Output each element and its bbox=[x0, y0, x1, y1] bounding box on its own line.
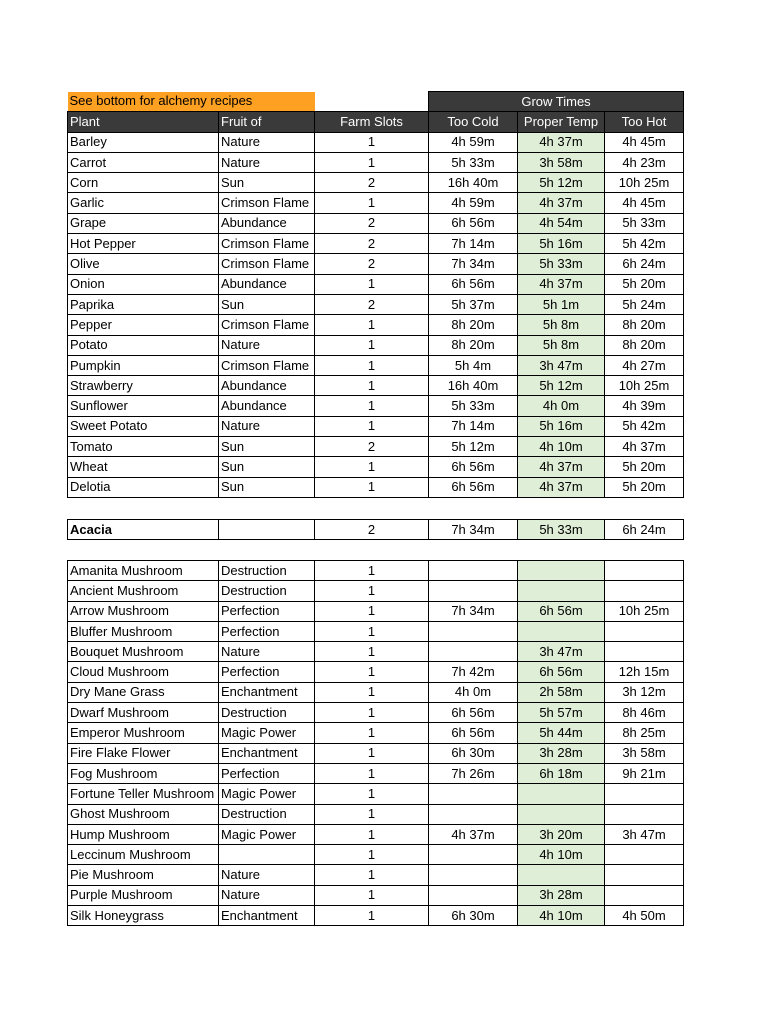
plant-name: Dwarf Mushroom bbox=[68, 703, 219, 723]
table-row bbox=[68, 132, 684, 152]
fruit-of bbox=[219, 845, 315, 865]
table-row bbox=[68, 581, 684, 601]
too-hot: 4h 50m bbox=[605, 906, 684, 926]
too-cold: 5h 12m bbox=[429, 437, 518, 457]
too-hot: 5h 20m bbox=[605, 274, 684, 294]
col-proper-temp: Proper Temp bbox=[518, 112, 605, 132]
plant-name: Pie Mushroom bbox=[68, 865, 219, 885]
table-row bbox=[68, 152, 684, 172]
proper-temp bbox=[518, 804, 605, 824]
too-cold: 7h 34m bbox=[429, 520, 518, 540]
table-row bbox=[68, 662, 684, 682]
plant-name: Bouquet Mushroom bbox=[68, 642, 219, 662]
fruit-of: Nature bbox=[219, 335, 315, 355]
farm-slots: 1 bbox=[315, 477, 429, 497]
too-cold: 6h 56m bbox=[429, 213, 518, 233]
mushrooms-table bbox=[67, 560, 684, 926]
too-cold: 6h 56m bbox=[429, 457, 518, 477]
too-cold: 7h 34m bbox=[429, 601, 518, 621]
table-row bbox=[68, 561, 684, 581]
grow-times-header: Grow Times bbox=[429, 92, 684, 112]
farm-slots: 1 bbox=[315, 804, 429, 824]
proper-temp bbox=[518, 784, 605, 804]
plant-name: Emperor Mushroom bbox=[68, 723, 219, 743]
col-plant: Plant bbox=[68, 112, 219, 132]
farm-slots: 1 bbox=[315, 906, 429, 926]
plant-name: Pepper bbox=[68, 315, 219, 335]
fruit-of: Sun bbox=[219, 477, 315, 497]
plant-name: Bluffer Mushroom bbox=[68, 621, 219, 641]
table-row bbox=[68, 520, 684, 540]
tree-table bbox=[67, 519, 684, 540]
table-row bbox=[68, 416, 684, 436]
fruit-of: Nature bbox=[219, 642, 315, 662]
proper-temp: 4h 37m bbox=[518, 132, 605, 152]
plant-name: Wheat bbox=[68, 457, 219, 477]
table-row bbox=[68, 376, 684, 396]
farm-slots: 1 bbox=[315, 335, 429, 355]
too-cold: 4h 37m bbox=[429, 824, 518, 844]
fruit-of: Abundance bbox=[219, 274, 315, 294]
proper-temp: 4h 37m bbox=[518, 274, 605, 294]
proper-temp: 6h 18m bbox=[518, 763, 605, 783]
too-cold: 7h 26m bbox=[429, 763, 518, 783]
too-cold bbox=[429, 561, 518, 581]
too-hot: 5h 42m bbox=[605, 234, 684, 254]
proper-temp bbox=[518, 581, 605, 601]
fruit-of: Abundance bbox=[219, 213, 315, 233]
proper-temp bbox=[518, 865, 605, 885]
table-row bbox=[68, 193, 684, 213]
too-cold bbox=[429, 642, 518, 662]
proper-temp: 4h 37m bbox=[518, 457, 605, 477]
plant-name: Paprika bbox=[68, 294, 219, 314]
fruit-of: Nature bbox=[219, 152, 315, 172]
farm-slots: 1 bbox=[315, 885, 429, 905]
table-row bbox=[68, 743, 684, 763]
fruit-of: Enchantment bbox=[219, 743, 315, 763]
too-cold: 7h 14m bbox=[429, 234, 518, 254]
too-cold: 8h 20m bbox=[429, 315, 518, 335]
plant-name: Pumpkin bbox=[68, 355, 219, 375]
plant-name: Acacia bbox=[68, 520, 219, 540]
proper-temp: 3h 47m bbox=[518, 355, 605, 375]
col-farm-slots: Farm Slots bbox=[315, 112, 429, 132]
too-hot: 4h 37m bbox=[605, 437, 684, 457]
fruit-of: Crimson Flame bbox=[219, 355, 315, 375]
too-cold bbox=[429, 845, 518, 865]
too-hot: 3h 47m bbox=[605, 824, 684, 844]
farm-slots: 1 bbox=[315, 662, 429, 682]
too-cold bbox=[429, 885, 518, 905]
too-hot: 10h 25m bbox=[605, 601, 684, 621]
plant-name: Ghost Mushroom bbox=[68, 804, 219, 824]
too-hot: 4h 39m bbox=[605, 396, 684, 416]
table-row bbox=[68, 642, 684, 662]
fruit-of: Sun bbox=[219, 457, 315, 477]
farm-slots: 1 bbox=[315, 601, 429, 621]
plant-name: Dry Mane Grass bbox=[68, 682, 219, 702]
proper-temp: 5h 12m bbox=[518, 376, 605, 396]
farm-slots: 2 bbox=[315, 294, 429, 314]
proper-temp: 4h 0m bbox=[518, 396, 605, 416]
plant-name: Amanita Mushroom bbox=[68, 561, 219, 581]
table-row bbox=[68, 703, 684, 723]
table-row bbox=[68, 437, 684, 457]
too-hot: 10h 25m bbox=[605, 376, 684, 396]
farm-slots: 1 bbox=[315, 824, 429, 844]
fruit-of: Crimson Flame bbox=[219, 254, 315, 274]
too-cold bbox=[429, 581, 518, 601]
plant-name: Carrot bbox=[68, 152, 219, 172]
table-row bbox=[68, 477, 684, 497]
farm-slots: 1 bbox=[315, 132, 429, 152]
too-hot bbox=[605, 865, 684, 885]
too-hot: 4h 27m bbox=[605, 355, 684, 375]
farm-slots: 1 bbox=[315, 845, 429, 865]
too-hot bbox=[605, 885, 684, 905]
proper-temp: 5h 44m bbox=[518, 723, 605, 743]
plant-name: Barley bbox=[68, 132, 219, 152]
table-row bbox=[68, 723, 684, 743]
too-hot: 8h 46m bbox=[605, 703, 684, 723]
plant-name: Leccinum Mushroom bbox=[68, 845, 219, 865]
too-hot: 9h 21m bbox=[605, 763, 684, 783]
proper-temp: 4h 37m bbox=[518, 477, 605, 497]
farm-slots: 1 bbox=[315, 743, 429, 763]
too-hot: 8h 20m bbox=[605, 335, 684, 355]
too-cold: 16h 40m bbox=[429, 173, 518, 193]
farm-slots: 1 bbox=[315, 396, 429, 416]
too-hot: 5h 24m bbox=[605, 294, 684, 314]
too-hot: 6h 24m bbox=[605, 520, 684, 540]
plant-name: Fortune Teller Mushroom bbox=[68, 784, 219, 804]
farm-slots: 1 bbox=[315, 865, 429, 885]
farm-slots: 1 bbox=[315, 457, 429, 477]
proper-temp: 3h 28m bbox=[518, 885, 605, 905]
too-cold bbox=[429, 865, 518, 885]
proper-temp: 5h 33m bbox=[518, 254, 605, 274]
plant-name: Hump Mushroom bbox=[68, 824, 219, 844]
proper-temp: 5h 1m bbox=[518, 294, 605, 314]
farm-slots: 2 bbox=[315, 173, 429, 193]
too-cold: 4h 0m bbox=[429, 682, 518, 702]
fruit-of: Destruction bbox=[219, 804, 315, 824]
table-row bbox=[68, 274, 684, 294]
col-too-cold: Too Cold bbox=[429, 112, 518, 132]
too-cold: 6h 56m bbox=[429, 703, 518, 723]
table-row bbox=[68, 824, 684, 844]
farm-slots: 1 bbox=[315, 642, 429, 662]
too-hot: 12h 15m bbox=[605, 662, 684, 682]
fruit-of: Enchantment bbox=[219, 682, 315, 702]
too-cold: 6h 56m bbox=[429, 723, 518, 743]
too-cold: 5h 33m bbox=[429, 396, 518, 416]
too-hot: 10h 25m bbox=[605, 173, 684, 193]
table-row bbox=[68, 294, 684, 314]
proper-temp: 4h 54m bbox=[518, 213, 605, 233]
fruit-of: Magic Power bbox=[219, 824, 315, 844]
table-row bbox=[68, 682, 684, 702]
plant-name: Strawberry bbox=[68, 376, 219, 396]
proper-temp: 4h 37m bbox=[518, 193, 605, 213]
table-row bbox=[68, 457, 684, 477]
table-row bbox=[68, 621, 684, 641]
proper-temp: 6h 56m bbox=[518, 601, 605, 621]
table-row bbox=[68, 865, 684, 885]
too-hot bbox=[605, 642, 684, 662]
fruit-of: Perfection bbox=[219, 662, 315, 682]
fruit-of: Nature bbox=[219, 885, 315, 905]
too-hot: 8h 25m bbox=[605, 723, 684, 743]
proper-temp: 6h 56m bbox=[518, 662, 605, 682]
too-cold: 4h 59m bbox=[429, 193, 518, 213]
too-cold bbox=[429, 804, 518, 824]
plant-name: Hot Pepper bbox=[68, 234, 219, 254]
proper-temp: 4h 10m bbox=[518, 845, 605, 865]
too-hot: 4h 45m bbox=[605, 193, 684, 213]
table-row bbox=[68, 335, 684, 355]
plant-name: Sunflower bbox=[68, 396, 219, 416]
proper-temp: 5h 12m bbox=[518, 173, 605, 193]
fruit-of: Perfection bbox=[219, 601, 315, 621]
fruit-of: Crimson Flame bbox=[219, 315, 315, 335]
plant-name: Onion bbox=[68, 274, 219, 294]
farm-slots: 2 bbox=[315, 520, 429, 540]
plant-name: Garlic bbox=[68, 193, 219, 213]
farm-slots: 1 bbox=[315, 561, 429, 581]
too-hot: 4h 23m bbox=[605, 152, 684, 172]
farm-slots: 1 bbox=[315, 581, 429, 601]
plant-name: Cloud Mushroom bbox=[68, 662, 219, 682]
farm-slots: 1 bbox=[315, 274, 429, 294]
fruit-of: Magic Power bbox=[219, 784, 315, 804]
table-row bbox=[68, 763, 684, 783]
too-cold: 4h 59m bbox=[429, 132, 518, 152]
farm-slots: 1 bbox=[315, 376, 429, 396]
farm-slots: 2 bbox=[315, 254, 429, 274]
col-fruit: Fruit of bbox=[219, 112, 315, 132]
fruit-of: Nature bbox=[219, 132, 315, 152]
table-row bbox=[68, 396, 684, 416]
farm-slots: 1 bbox=[315, 621, 429, 641]
col-too-hot: Too Hot bbox=[605, 112, 684, 132]
proper-temp: 5h 16m bbox=[518, 416, 605, 436]
proper-temp: 3h 20m bbox=[518, 824, 605, 844]
too-hot bbox=[605, 784, 684, 804]
too-cold bbox=[429, 621, 518, 641]
too-hot: 5h 42m bbox=[605, 416, 684, 436]
proper-temp: 5h 8m bbox=[518, 315, 605, 335]
too-cold bbox=[429, 784, 518, 804]
alchemy-note: See bottom for alchemy recipes bbox=[68, 92, 315, 112]
farm-slots: 1 bbox=[315, 152, 429, 172]
farm-slots: 2 bbox=[315, 213, 429, 233]
farm-slots: 1 bbox=[315, 703, 429, 723]
table-row bbox=[68, 234, 684, 254]
table-row bbox=[68, 173, 684, 193]
too-hot: 6h 24m bbox=[605, 254, 684, 274]
proper-temp bbox=[518, 561, 605, 581]
crops-table bbox=[67, 91, 684, 498]
plant-name: Fog Mushroom bbox=[68, 763, 219, 783]
fruit-of: Abundance bbox=[219, 376, 315, 396]
too-cold: 7h 14m bbox=[429, 416, 518, 436]
plant-name: Delotia bbox=[68, 477, 219, 497]
table-row bbox=[68, 784, 684, 804]
fruit-of: Enchantment bbox=[219, 906, 315, 926]
fruit-of: Abundance bbox=[219, 396, 315, 416]
farm-slots: 2 bbox=[315, 234, 429, 254]
too-cold: 16h 40m bbox=[429, 376, 518, 396]
plant-name: Corn bbox=[68, 173, 219, 193]
plant-name: Grape bbox=[68, 213, 219, 233]
too-cold: 6h 56m bbox=[429, 274, 518, 294]
fruit-of: Nature bbox=[219, 416, 315, 436]
farm-slots: 2 bbox=[315, 437, 429, 457]
table-row bbox=[68, 213, 684, 233]
too-hot bbox=[605, 804, 684, 824]
plant-name: Arrow Mushroom bbox=[68, 601, 219, 621]
table-row bbox=[68, 601, 684, 621]
farm-slots: 1 bbox=[315, 355, 429, 375]
farm-slots: 1 bbox=[315, 763, 429, 783]
table-row bbox=[68, 885, 684, 905]
fruit-of: Destruction bbox=[219, 581, 315, 601]
plant-name: Ancient Mushroom bbox=[68, 581, 219, 601]
too-cold: 8h 20m bbox=[429, 335, 518, 355]
fruit-of: Nature bbox=[219, 865, 315, 885]
too-hot: 3h 12m bbox=[605, 682, 684, 702]
table-row bbox=[68, 804, 684, 824]
farm-slots: 1 bbox=[315, 723, 429, 743]
title-row bbox=[68, 92, 684, 112]
too-cold: 6h 56m bbox=[429, 477, 518, 497]
too-hot: 3h 58m bbox=[605, 743, 684, 763]
too-hot bbox=[605, 621, 684, 641]
too-cold: 6h 30m bbox=[429, 906, 518, 926]
proper-temp: 5h 57m bbox=[518, 703, 605, 723]
proper-temp: 5h 8m bbox=[518, 335, 605, 355]
farm-slots: 1 bbox=[315, 784, 429, 804]
too-cold: 6h 30m bbox=[429, 743, 518, 763]
too-cold: 5h 4m bbox=[429, 355, 518, 375]
too-hot: 4h 45m bbox=[605, 132, 684, 152]
fruit-of: Crimson Flame bbox=[219, 234, 315, 254]
too-hot bbox=[605, 561, 684, 581]
farm-slots: 1 bbox=[315, 315, 429, 335]
plant-name: Tomato bbox=[68, 437, 219, 457]
fruit-of: Destruction bbox=[219, 561, 315, 581]
table-row bbox=[68, 355, 684, 375]
table-row bbox=[68, 315, 684, 335]
too-hot: 5h 33m bbox=[605, 213, 684, 233]
fruit-of: Perfection bbox=[219, 621, 315, 641]
too-cold: 7h 34m bbox=[429, 254, 518, 274]
too-hot: 5h 20m bbox=[605, 477, 684, 497]
plant-name: Sweet Potato bbox=[68, 416, 219, 436]
too-hot: 5h 20m bbox=[605, 457, 684, 477]
fruit-of: Sun bbox=[219, 173, 315, 193]
plant-name: Potato bbox=[68, 335, 219, 355]
fruit-of: Crimson Flame bbox=[219, 193, 315, 213]
proper-temp: 2h 58m bbox=[518, 682, 605, 702]
too-hot bbox=[605, 581, 684, 601]
proper-temp: 4h 10m bbox=[518, 437, 605, 457]
plant-name: Silk Honeygrass bbox=[68, 906, 219, 926]
fruit-of: Magic Power bbox=[219, 723, 315, 743]
proper-temp: 3h 58m bbox=[518, 152, 605, 172]
too-cold: 7h 42m bbox=[429, 662, 518, 682]
plant-name: Olive bbox=[68, 254, 219, 274]
fruit-of: Sun bbox=[219, 437, 315, 457]
table-row bbox=[68, 906, 684, 926]
proper-temp: 3h 28m bbox=[518, 743, 605, 763]
proper-temp: 3h 47m bbox=[518, 642, 605, 662]
column-header-row bbox=[68, 112, 684, 132]
too-cold: 5h 37m bbox=[429, 294, 518, 314]
too-hot: 8h 20m bbox=[605, 315, 684, 335]
blank-cell bbox=[315, 92, 429, 112]
table-row bbox=[68, 254, 684, 274]
farm-slots: 1 bbox=[315, 193, 429, 213]
too-hot bbox=[605, 845, 684, 865]
fruit-of bbox=[219, 520, 315, 540]
farm-slots: 1 bbox=[315, 416, 429, 436]
table-row bbox=[68, 845, 684, 865]
too-cold: 5h 33m bbox=[429, 152, 518, 172]
proper-temp: 5h 16m bbox=[518, 234, 605, 254]
proper-temp: 4h 10m bbox=[518, 906, 605, 926]
plant-name: Fire Flake Flower bbox=[68, 743, 219, 763]
proper-temp bbox=[518, 621, 605, 641]
fruit-of: Destruction bbox=[219, 703, 315, 723]
plant-name: Purple Mushroom bbox=[68, 885, 219, 905]
fruit-of: Sun bbox=[219, 294, 315, 314]
farm-slots: 1 bbox=[315, 682, 429, 702]
proper-temp: 5h 33m bbox=[518, 520, 605, 540]
fruit-of: Perfection bbox=[219, 763, 315, 783]
